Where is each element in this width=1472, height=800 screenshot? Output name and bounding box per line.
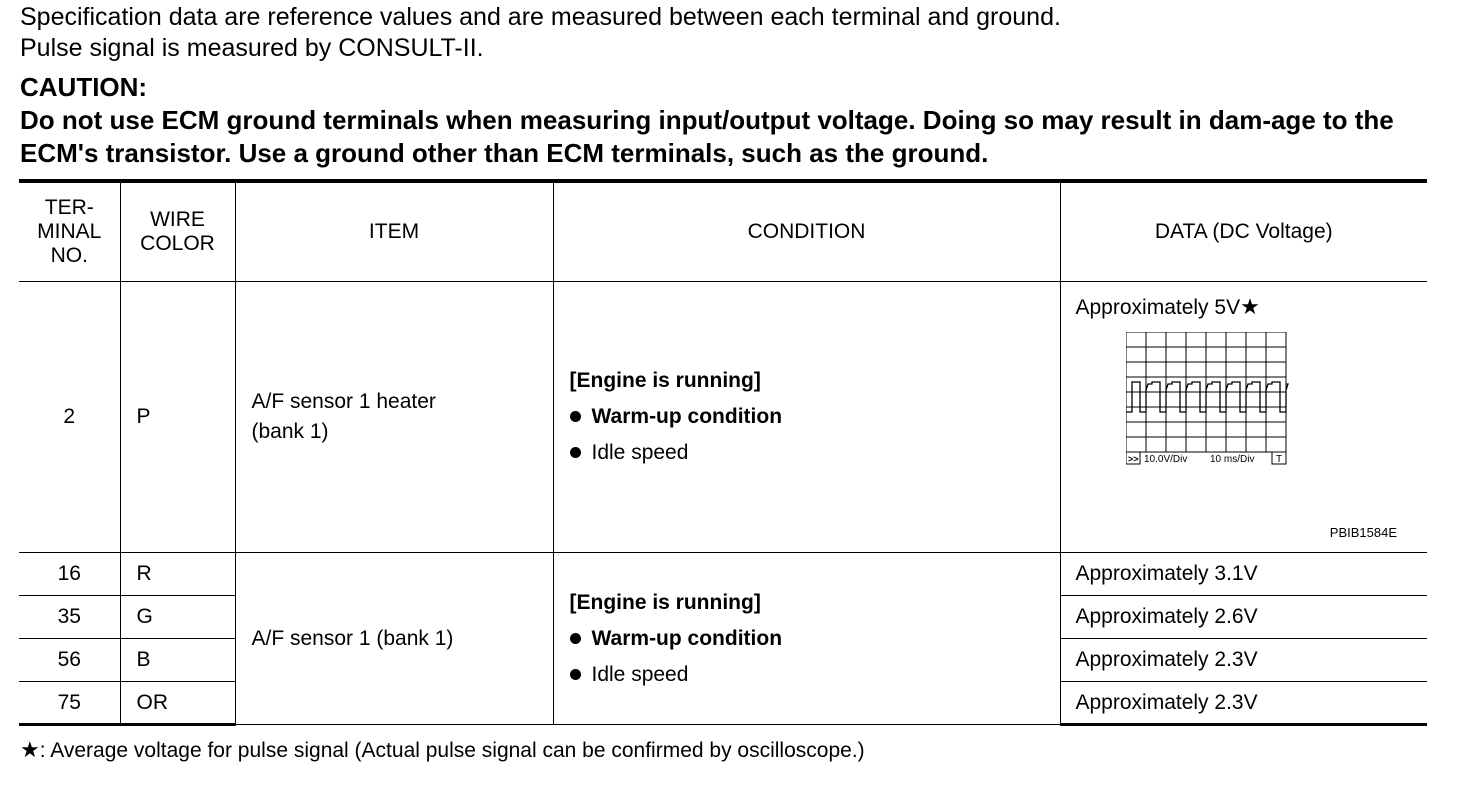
table-header-row xyxy=(19,181,1427,282)
bullet-icon xyxy=(570,411,581,422)
header-item: ITEM xyxy=(235,181,553,282)
item-cell: A/F sensor 1 heater (bank 1) xyxy=(235,282,553,553)
oscilloscope-waveform xyxy=(1126,332,1356,472)
terminal-cell: 2 xyxy=(19,282,120,553)
star-icon: ★ xyxy=(1240,294,1260,319)
wire-color-cell: G xyxy=(120,596,235,639)
wire-color-cell: P xyxy=(120,282,235,553)
condition-cell xyxy=(553,282,1060,553)
header-terminal-no: TER- MINAL NO. xyxy=(19,181,120,282)
header-data: DATA (DC Voltage) xyxy=(1060,181,1427,282)
star-icon: ★ xyxy=(20,737,40,762)
footnote-text: : Average voltage for pulse signal (Actual pulse signal can be confirmed by oscilloscope.) xyxy=(39,739,865,762)
data-value-cell: Approximately 2.3V xyxy=(1060,639,1427,682)
item-cell: A/F sensor 1 (bank 1) xyxy=(235,553,553,725)
data-value-cell: Approximately 2.6V xyxy=(1060,596,1427,639)
data-value-cell: Approximately 3.1V xyxy=(1060,553,1427,596)
condition-bullet: Warm-up condition xyxy=(570,627,1060,651)
header-wire-color: WIRE COLOR xyxy=(120,181,235,282)
data-value-cell: Approximately 2.3V xyxy=(1060,682,1427,725)
footnote xyxy=(20,737,865,763)
table-row xyxy=(19,553,1427,596)
bullet-icon xyxy=(570,447,581,458)
terminal-spec-table xyxy=(19,179,1427,726)
terminal-cell: 35 xyxy=(19,596,120,639)
header-condition: CONDITION xyxy=(553,181,1060,282)
intro-line-2: Pulse signal is measured by CONSULT-II. xyxy=(20,34,484,62)
wire-color-cell: R xyxy=(120,553,235,596)
condition-bullet: Idle speed xyxy=(570,441,1060,465)
condition-cell xyxy=(553,553,1060,725)
scope-mode-label: >> xyxy=(1127,454,1139,464)
terminal-cell: 75 xyxy=(19,682,120,725)
scope-trigger-label: T xyxy=(1275,454,1282,465)
bullet-icon xyxy=(570,633,581,644)
caution-title: CAUTION: xyxy=(20,72,148,102)
figure-id: PBIB1584E xyxy=(1329,525,1397,540)
scope-volt-div: 10.0V/Div xyxy=(1143,454,1187,465)
intro-text xyxy=(20,2,1061,64)
condition-header: [Engine is running] xyxy=(569,369,761,392)
condition-header: [Engine is running] xyxy=(569,590,761,614)
data-cell-with-waveform xyxy=(1060,282,1427,553)
caution-body: Do not use ECM ground terminals when measuring input/output voltage. Doing so may result in dam-age to the ECM's transistor. Use a ground other than ECM terminals, such as the ground. xyxy=(20,105,1394,168)
terminal-cell: 56 xyxy=(19,639,120,682)
wire-color-cell: OR xyxy=(120,682,235,725)
condition-bullet: Idle speed xyxy=(570,663,1060,687)
terminal-cell: 16 xyxy=(19,553,120,596)
intro-line-1: Specification data are reference values and are measured between each terminal and ground. xyxy=(20,3,1061,31)
wire-color-cell: B xyxy=(120,639,235,682)
table-row xyxy=(19,282,1427,553)
scope-time-div: 10 ms/Div xyxy=(1209,454,1254,465)
data-value: Approximately 5V★ xyxy=(1075,294,1260,319)
condition-bullet: Warm-up condition xyxy=(570,405,1060,429)
bullet-icon xyxy=(570,669,581,680)
